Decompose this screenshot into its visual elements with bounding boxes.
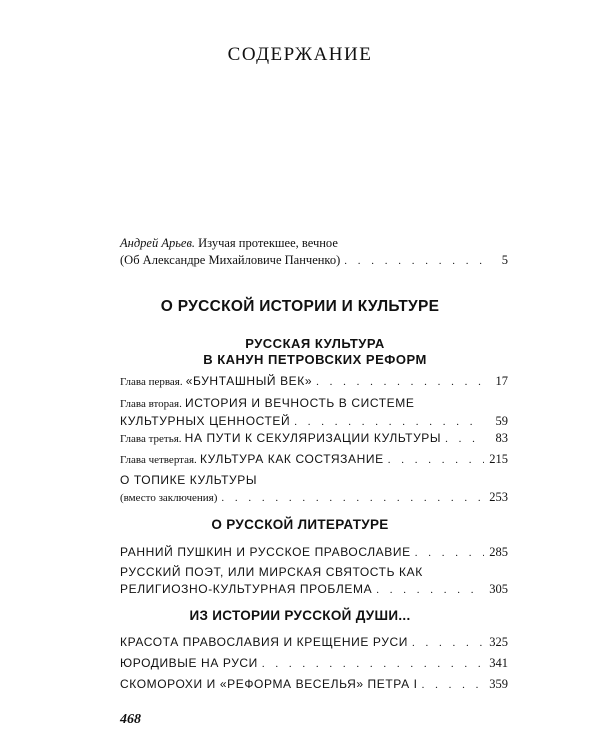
page-ref: 83 bbox=[495, 431, 508, 445]
page-ref: 285 bbox=[489, 545, 508, 559]
subsection-title: РУССКАЯ КУЛЬТУРА В КАНУН ПЕТРОВСКИХ РЕФОРМ bbox=[203, 336, 427, 367]
leader-dots bbox=[262, 656, 484, 673]
page-ref: 59 bbox=[495, 414, 508, 428]
section-title: О РУССКОЙ ИСТОРИИ И КУЛЬТУРЕ bbox=[160, 298, 440, 315]
leader-dots bbox=[412, 635, 484, 652]
toc-entry[interactable] bbox=[120, 634, 508, 652]
entry-title: СКОМОРОХИ И «РЕФОРМА ВЕСЕЛЬЯ» ПЕТРА I bbox=[120, 677, 418, 691]
toc-entry[interactable] bbox=[120, 472, 508, 507]
page-number: 468 bbox=[120, 712, 141, 727]
leader-dots bbox=[422, 677, 484, 694]
toc-entry[interactable] bbox=[120, 676, 508, 694]
page-ref: 341 bbox=[489, 656, 508, 670]
entry-title: КУЛЬТУРА КАК СОСТЯЗАНИЕ bbox=[199, 452, 384, 466]
toc-entry[interactable] bbox=[120, 544, 508, 562]
toc-entry[interactable] bbox=[120, 655, 508, 673]
entry-title: ЮРОДИВЫЕ НА РУСИ bbox=[120, 656, 258, 670]
entry-title-cont: (вместо заключения) bbox=[120, 492, 218, 504]
leader-dots bbox=[388, 452, 484, 469]
toc-entry[interactable] bbox=[120, 430, 508, 448]
entry-title-cont: КУЛЬТУРНЫХ ЦЕННОСТЕЙ bbox=[120, 414, 291, 428]
entry-title: РУССКИЙ ПОЭТ, ИЛИ МИРСКАЯ СВЯТОСТЬ КАК bbox=[120, 565, 423, 579]
entry-title: О ТОПИКЕ КУЛЬТУРЫ bbox=[120, 473, 258, 487]
page-title: СОДЕРЖАНИЕ bbox=[227, 44, 373, 65]
intro-text: Изучая протекшее, вечное bbox=[198, 236, 338, 250]
leader-dots bbox=[294, 414, 484, 431]
toc-entry[interactable] bbox=[120, 451, 508, 469]
toc-entry[interactable] bbox=[120, 373, 508, 391]
leader-dots bbox=[445, 431, 484, 448]
entry-title: РАННИЙ ПУШКИН И РУССКОЕ ПРАВОСЛАВИЕ bbox=[120, 545, 411, 559]
intro-author: Андрей Арьев. bbox=[120, 236, 196, 250]
toc-entry[interactable] bbox=[120, 395, 508, 431]
intro-entry[interactable] bbox=[120, 235, 508, 270]
page-ref: 215 bbox=[489, 452, 508, 466]
leader-dots bbox=[344, 253, 484, 270]
leader-dots bbox=[415, 545, 484, 562]
leader-dots bbox=[376, 582, 484, 599]
leader-dots bbox=[316, 374, 484, 391]
page-ref: 325 bbox=[489, 635, 508, 649]
page-ref: 305 bbox=[489, 582, 508, 596]
entry-title: ИСТОРИЯ И ВЕЧНОСТЬ В СИСТЕМЕ bbox=[184, 396, 415, 410]
chapter-prefix: Глава третья. bbox=[120, 433, 182, 445]
chapter-prefix: Глава вторая. bbox=[120, 398, 182, 410]
page-ref: 253 bbox=[489, 490, 508, 504]
section-title: О РУССКОЙ ЛИТЕРАТУРЕ bbox=[211, 517, 389, 532]
chapter-prefix: Глава четвертая. bbox=[120, 454, 197, 466]
page-ref: 359 bbox=[489, 677, 508, 691]
page-ref: 5 bbox=[501, 253, 508, 267]
entry-title: НА ПУТИ К СЕКУЛЯРИЗАЦИИ КУЛЬТУРЫ bbox=[184, 431, 442, 445]
toc-entry[interactable] bbox=[120, 564, 508, 599]
chapter-prefix: Глава первая. bbox=[120, 376, 183, 388]
entry-title: «БУНТАШНЫЙ ВЕК» bbox=[185, 374, 313, 388]
intro-subtitle: (Об Александре Михайловиче Панченко) bbox=[120, 253, 341, 267]
leader-dots bbox=[221, 490, 484, 507]
section-title: ИЗ ИСТОРИИ РУССКОЙ ДУШИ... bbox=[189, 608, 411, 623]
entry-title: КРАСОТА ПРАВОСЛАВИЯ И КРЕЩЕНИЕ РУСИ bbox=[120, 635, 408, 649]
page-ref: 17 bbox=[495, 374, 508, 388]
entry-title-cont: РЕЛИГИОЗНО-КУЛЬТУРНАЯ ПРОБЛЕМА bbox=[120, 582, 373, 596]
